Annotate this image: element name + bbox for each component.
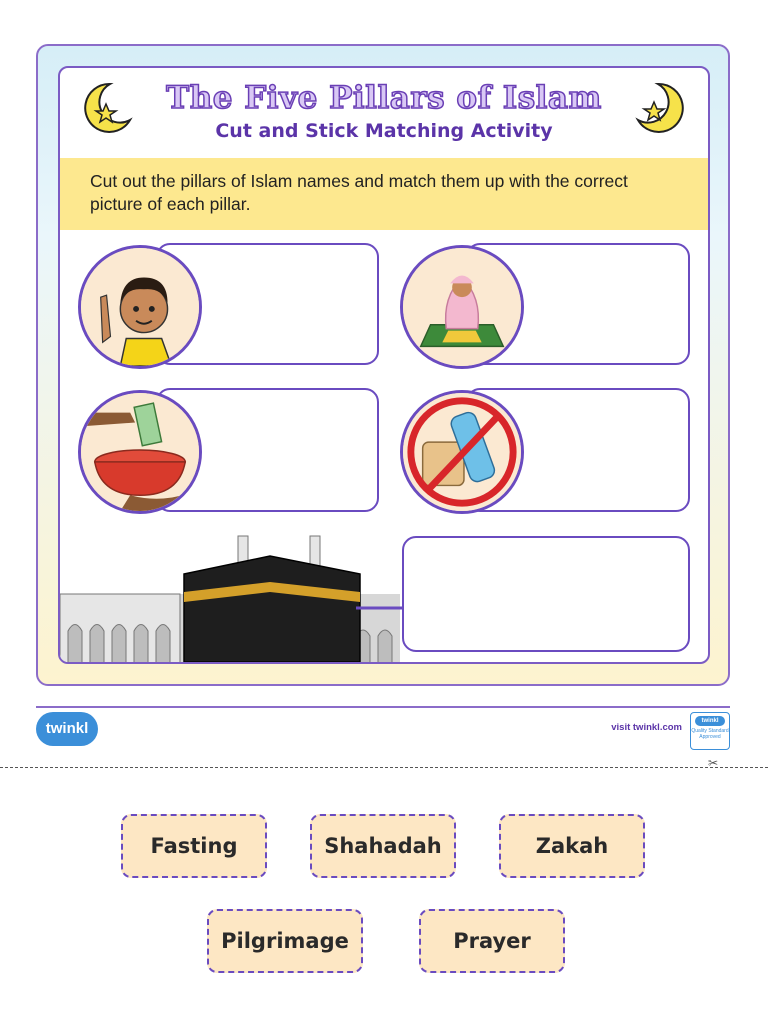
girl-praying-icon	[400, 245, 524, 369]
cut-line	[0, 767, 768, 768]
scissors-icon: ✂	[708, 756, 719, 770]
worksheet-panel	[58, 66, 710, 664]
twinkl-logo: twinkl	[36, 712, 98, 746]
footer-divider	[36, 706, 730, 708]
word-card-pilgrimage[interactable]: Pilgrimage	[207, 909, 363, 973]
word-card-zakah[interactable]: Zakah	[499, 814, 645, 878]
no-food-drink-icon	[400, 390, 524, 514]
word-card-fasting[interactable]: Fasting	[121, 814, 267, 878]
page-subtitle: Cut and Stick Matching Activity	[215, 120, 553, 142]
badge-logo: twinkl	[695, 716, 725, 726]
badge-text: Quality Standard Approved	[691, 728, 729, 740]
boy-pointing-icon	[78, 245, 202, 369]
visit-link[interactable]: visit twinkl.com	[611, 722, 682, 733]
answer-box[interactable]	[402, 536, 690, 652]
page-title: The Five Pillars of Islam	[166, 80, 602, 116]
giving-money-icon	[78, 390, 202, 514]
quality-badge-icon	[690, 712, 730, 750]
instructions-text: Cut out the pillars of Islam names and match them up with the correct picture of each pillar.	[60, 158, 708, 230]
word-card-shahadah[interactable]: Shahadah	[310, 814, 456, 878]
kaaba-icon	[60, 516, 400, 664]
worksheet-frame	[36, 44, 730, 686]
word-card-prayer[interactable]: Prayer	[419, 909, 565, 973]
